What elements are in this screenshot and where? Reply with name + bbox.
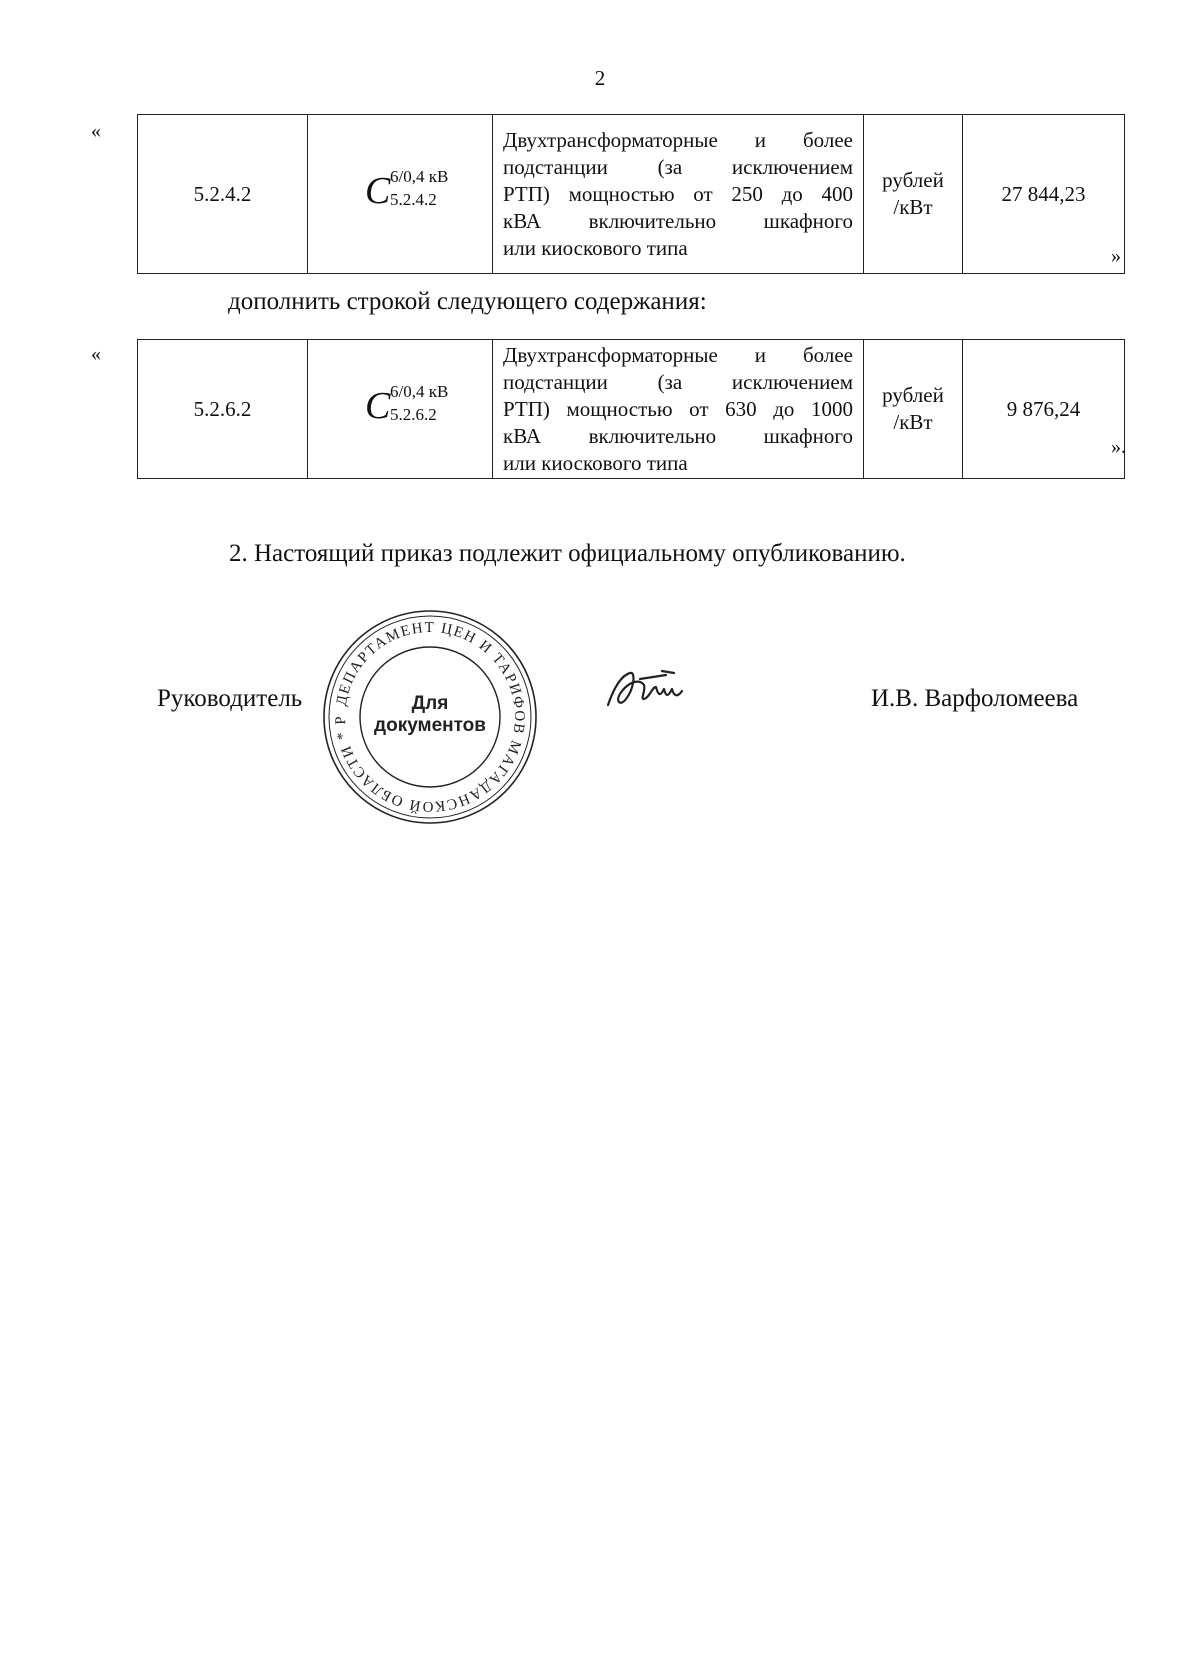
publication-clause: 2. Настоящий приказ подлежит официальному опубликованию.	[229, 540, 906, 567]
official-stamp	[320, 606, 540, 828]
rate-code: 5.2.4.2	[138, 115, 308, 274]
unit-line: /кВт	[893, 195, 933, 219]
page-number: 2	[594, 66, 606, 90]
description-line: подстанции (за исключением	[503, 154, 853, 179]
rate-unit	[864, 340, 963, 479]
description-line: или киоскового типа	[503, 450, 688, 475]
rate-value: 27 844,23	[963, 115, 1125, 274]
open-quote: «	[91, 120, 101, 142]
description-line: подстанции (за исключением	[503, 369, 853, 394]
table-row	[138, 115, 1125, 274]
rate-description	[493, 115, 864, 274]
stamp-center-line: документов	[374, 715, 486, 736]
unit-line: /кВт	[893, 410, 933, 434]
tariff-table-existing	[137, 114, 1125, 274]
signatory-name: И.В. Варфоломеева	[871, 685, 1079, 712]
close-quote: »	[1111, 245, 1121, 267]
symbol-superscript: 6/0,4 кВ	[390, 381, 449, 401]
symbol-base: C	[365, 169, 391, 212]
close-quote: ».	[1111, 436, 1126, 458]
description-line: или киоскового типа	[503, 235, 688, 260]
symbol-superscript: 6/0,4 кВ	[390, 166, 449, 186]
unit-line: рублей	[882, 383, 944, 407]
table-row	[138, 340, 1125, 479]
unit-line: рублей	[882, 168, 944, 192]
open-quote: «	[91, 343, 101, 365]
description-line: кВА включительно шкафного	[503, 423, 853, 448]
symbol-base: C	[365, 384, 391, 427]
description-line: Двухтрансформаторные и более	[503, 127, 853, 152]
description-line: РТП) мощностью от 630 до 1000	[503, 396, 853, 421]
rate-symbol	[308, 340, 493, 479]
rate-description	[493, 340, 864, 479]
rate-symbol	[308, 115, 493, 274]
description-line: кВА включительно шкафного	[503, 208, 853, 233]
rate-unit	[864, 115, 963, 274]
stamp-ring-text: ДЕПАРТАМЕНТ ЦЕН И ТАРИФОВ МАГАДАНСКОЙ ОБЛАСТИ * Р	[332, 619, 528, 815]
stamp-center-line: Для	[411, 693, 449, 714]
signatory-role: Руководитель	[157, 685, 303, 712]
rate-value: 9 876,24	[963, 340, 1125, 479]
handwritten-signature	[600, 665, 700, 715]
intro-text: дополнить строкой следующего содержания:	[228, 288, 707, 315]
description-line: РТП) мощностью от 250 до 400	[503, 181, 853, 206]
description-line: Двухтрансформаторные и более	[503, 342, 853, 367]
symbol-subscript: 5.2.4.2	[390, 189, 437, 209]
rate-code: 5.2.6.2	[138, 340, 308, 479]
symbol-subscript: 5.2.6.2	[390, 404, 437, 424]
tariff-table-new	[137, 339, 1125, 479]
